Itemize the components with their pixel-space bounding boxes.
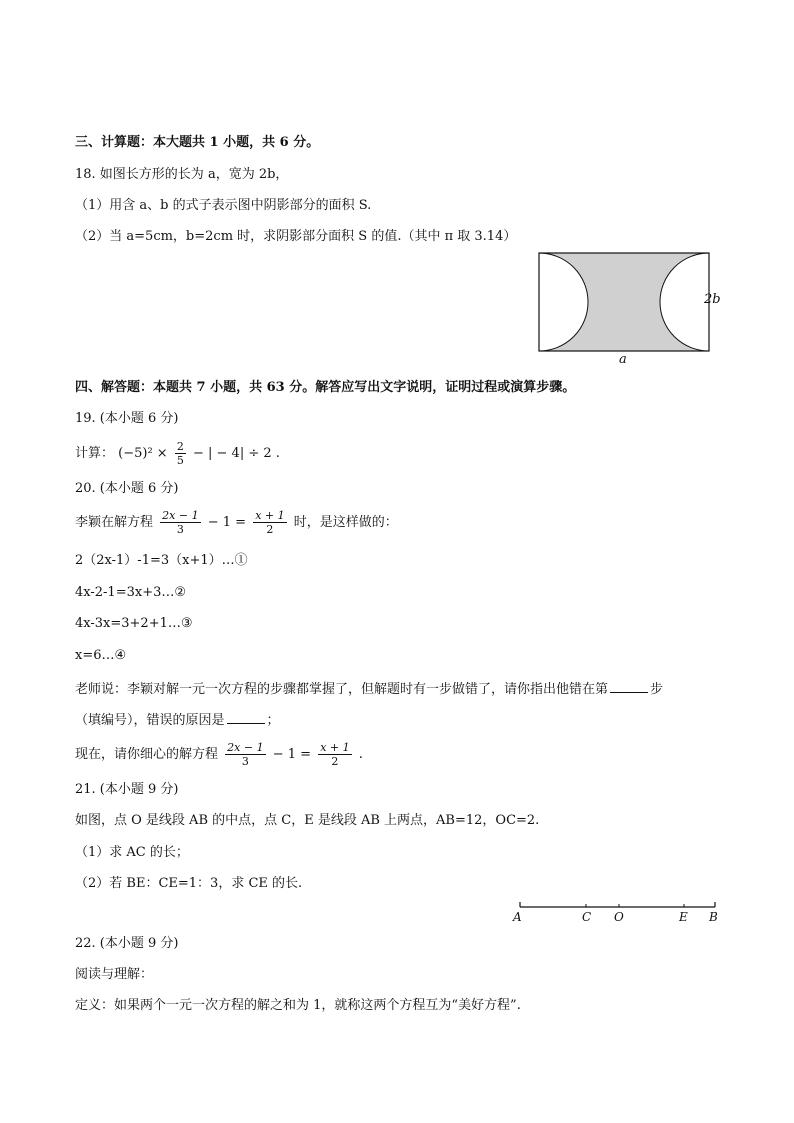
figure-label-height: 2b xyxy=(704,292,721,307)
q20-step-4: x=6…④ xyxy=(75,648,127,663)
question-22-line1: 阅读与理解： xyxy=(75,967,154,982)
q20-teacher-text-a: 老师说：李颖对解一元一次方程的步骤都掌握了，但解题时有一步做错了，请你指出他错在第 xyxy=(75,682,609,697)
q20-step-1: 2（2x-1）-1=3（x+1）…① xyxy=(75,553,248,568)
q20-eq-mid: − 1 = xyxy=(207,515,247,530)
point-label-e: E xyxy=(679,910,688,924)
q20-frac-left-den: 3 xyxy=(176,523,184,536)
point-label-b: B xyxy=(709,910,718,924)
q20-now-end: . xyxy=(358,747,363,762)
question-18-part2: （2）当 a=5cm，b=2cm 时，求阴影部分面积 S 的值.（其中 π 取 3.14） xyxy=(75,229,517,244)
question-18-stem: 18. 如图长方形的长为 a，宽为 2b， xyxy=(75,167,289,182)
q20-reason-line xyxy=(75,709,280,730)
q20-frac-right-den: 2 xyxy=(266,523,274,536)
q20-now-a: 现在，请你细心的解方程 xyxy=(75,747,219,762)
question-20-intro xyxy=(75,509,398,536)
q20-teacher-line xyxy=(75,678,663,699)
point-label-c: C xyxy=(582,910,592,924)
figure-label-width: a xyxy=(619,352,627,367)
q20-frac-left-num-2: 2x − 1 xyxy=(227,741,264,754)
section-heading-4: 四、解答题：本题共 7 小题，共 63 分。解答应写出文字说明，证明过程或演算步骤。 xyxy=(75,380,576,395)
point-label-a: A xyxy=(513,910,522,924)
q20-frac-left xyxy=(160,509,200,536)
q20-eq-mid-2: − 1 = xyxy=(272,747,312,762)
question-19-header: 19. (本小题 6 分) xyxy=(75,411,179,426)
q20-frac-left-num: 2x − 1 xyxy=(162,509,199,522)
q20-teacher-text-b: 步 xyxy=(650,682,664,697)
question-19-expression xyxy=(75,440,280,467)
answer-blank-step[interactable] xyxy=(610,678,648,693)
q20-frac-right-num-2: x + 1 xyxy=(320,741,350,754)
q20-frac-left-den-2: 3 xyxy=(241,755,249,768)
question-22-line2: 定义：如果两个一元一次方程的解之和为 1，就称这两个方程互为“美好方程”. xyxy=(75,998,521,1013)
q19-frac-num: 2 xyxy=(176,440,184,453)
question-21-stem: 如图，点 O 是线段 AB 的中点，点 C，E 是线段 AB 上两点，AB=12，OC=2. xyxy=(75,813,540,828)
q20-now-line xyxy=(75,741,363,768)
q19-expr-a: (−5)² × xyxy=(118,446,168,461)
q20-frac-right xyxy=(253,509,286,536)
answer-blank-reason[interactable] xyxy=(227,709,265,724)
q19-frac-den: 5 xyxy=(176,454,184,467)
q19-fraction xyxy=(175,440,186,467)
rectangle-figure xyxy=(536,250,726,368)
q20-intro-a: 李颖在解方程 xyxy=(75,515,154,530)
question-22-header: 22. (本小题 9 分) xyxy=(75,936,179,951)
q20-frac-right-den-2: 2 xyxy=(331,755,339,768)
q20-teacher-text-d: ； xyxy=(266,713,280,728)
q20-teacher-text-c: （填编号），错误的原因是 xyxy=(75,713,225,728)
point-label-o: O xyxy=(614,910,624,924)
question-21-part2: （2）若 BE：CE=1：3，求 CE 的长. xyxy=(75,876,303,891)
q20-step-3: 4x-3x=3+2+1…③ xyxy=(75,616,193,631)
question-18-part1: （1）用含 a、b 的式子表示图中阴影部分的面积 S. xyxy=(75,198,372,213)
q19-expr-b: − | − 4| ÷ 2 . xyxy=(192,446,280,461)
q20-frac-right-num: x + 1 xyxy=(255,509,285,522)
section-heading: 三、计算题：本大题共 1 小题，共 6 分。 xyxy=(75,135,320,150)
q20-frac-right-2 xyxy=(318,741,351,768)
q20-step-2: 4x-2-1=3x+3…② xyxy=(75,585,187,600)
question-21-part1: （1）求 AC 的长； xyxy=(75,845,189,860)
question-21-header: 21. (本小题 9 分) xyxy=(75,782,179,797)
question-20-header: 20. (本小题 6 分) xyxy=(75,481,179,496)
q19-prefix: 计算： xyxy=(75,446,115,461)
q20-intro-b: 时，是这样做的： xyxy=(293,515,398,530)
q20-frac-left-2 xyxy=(225,741,265,768)
